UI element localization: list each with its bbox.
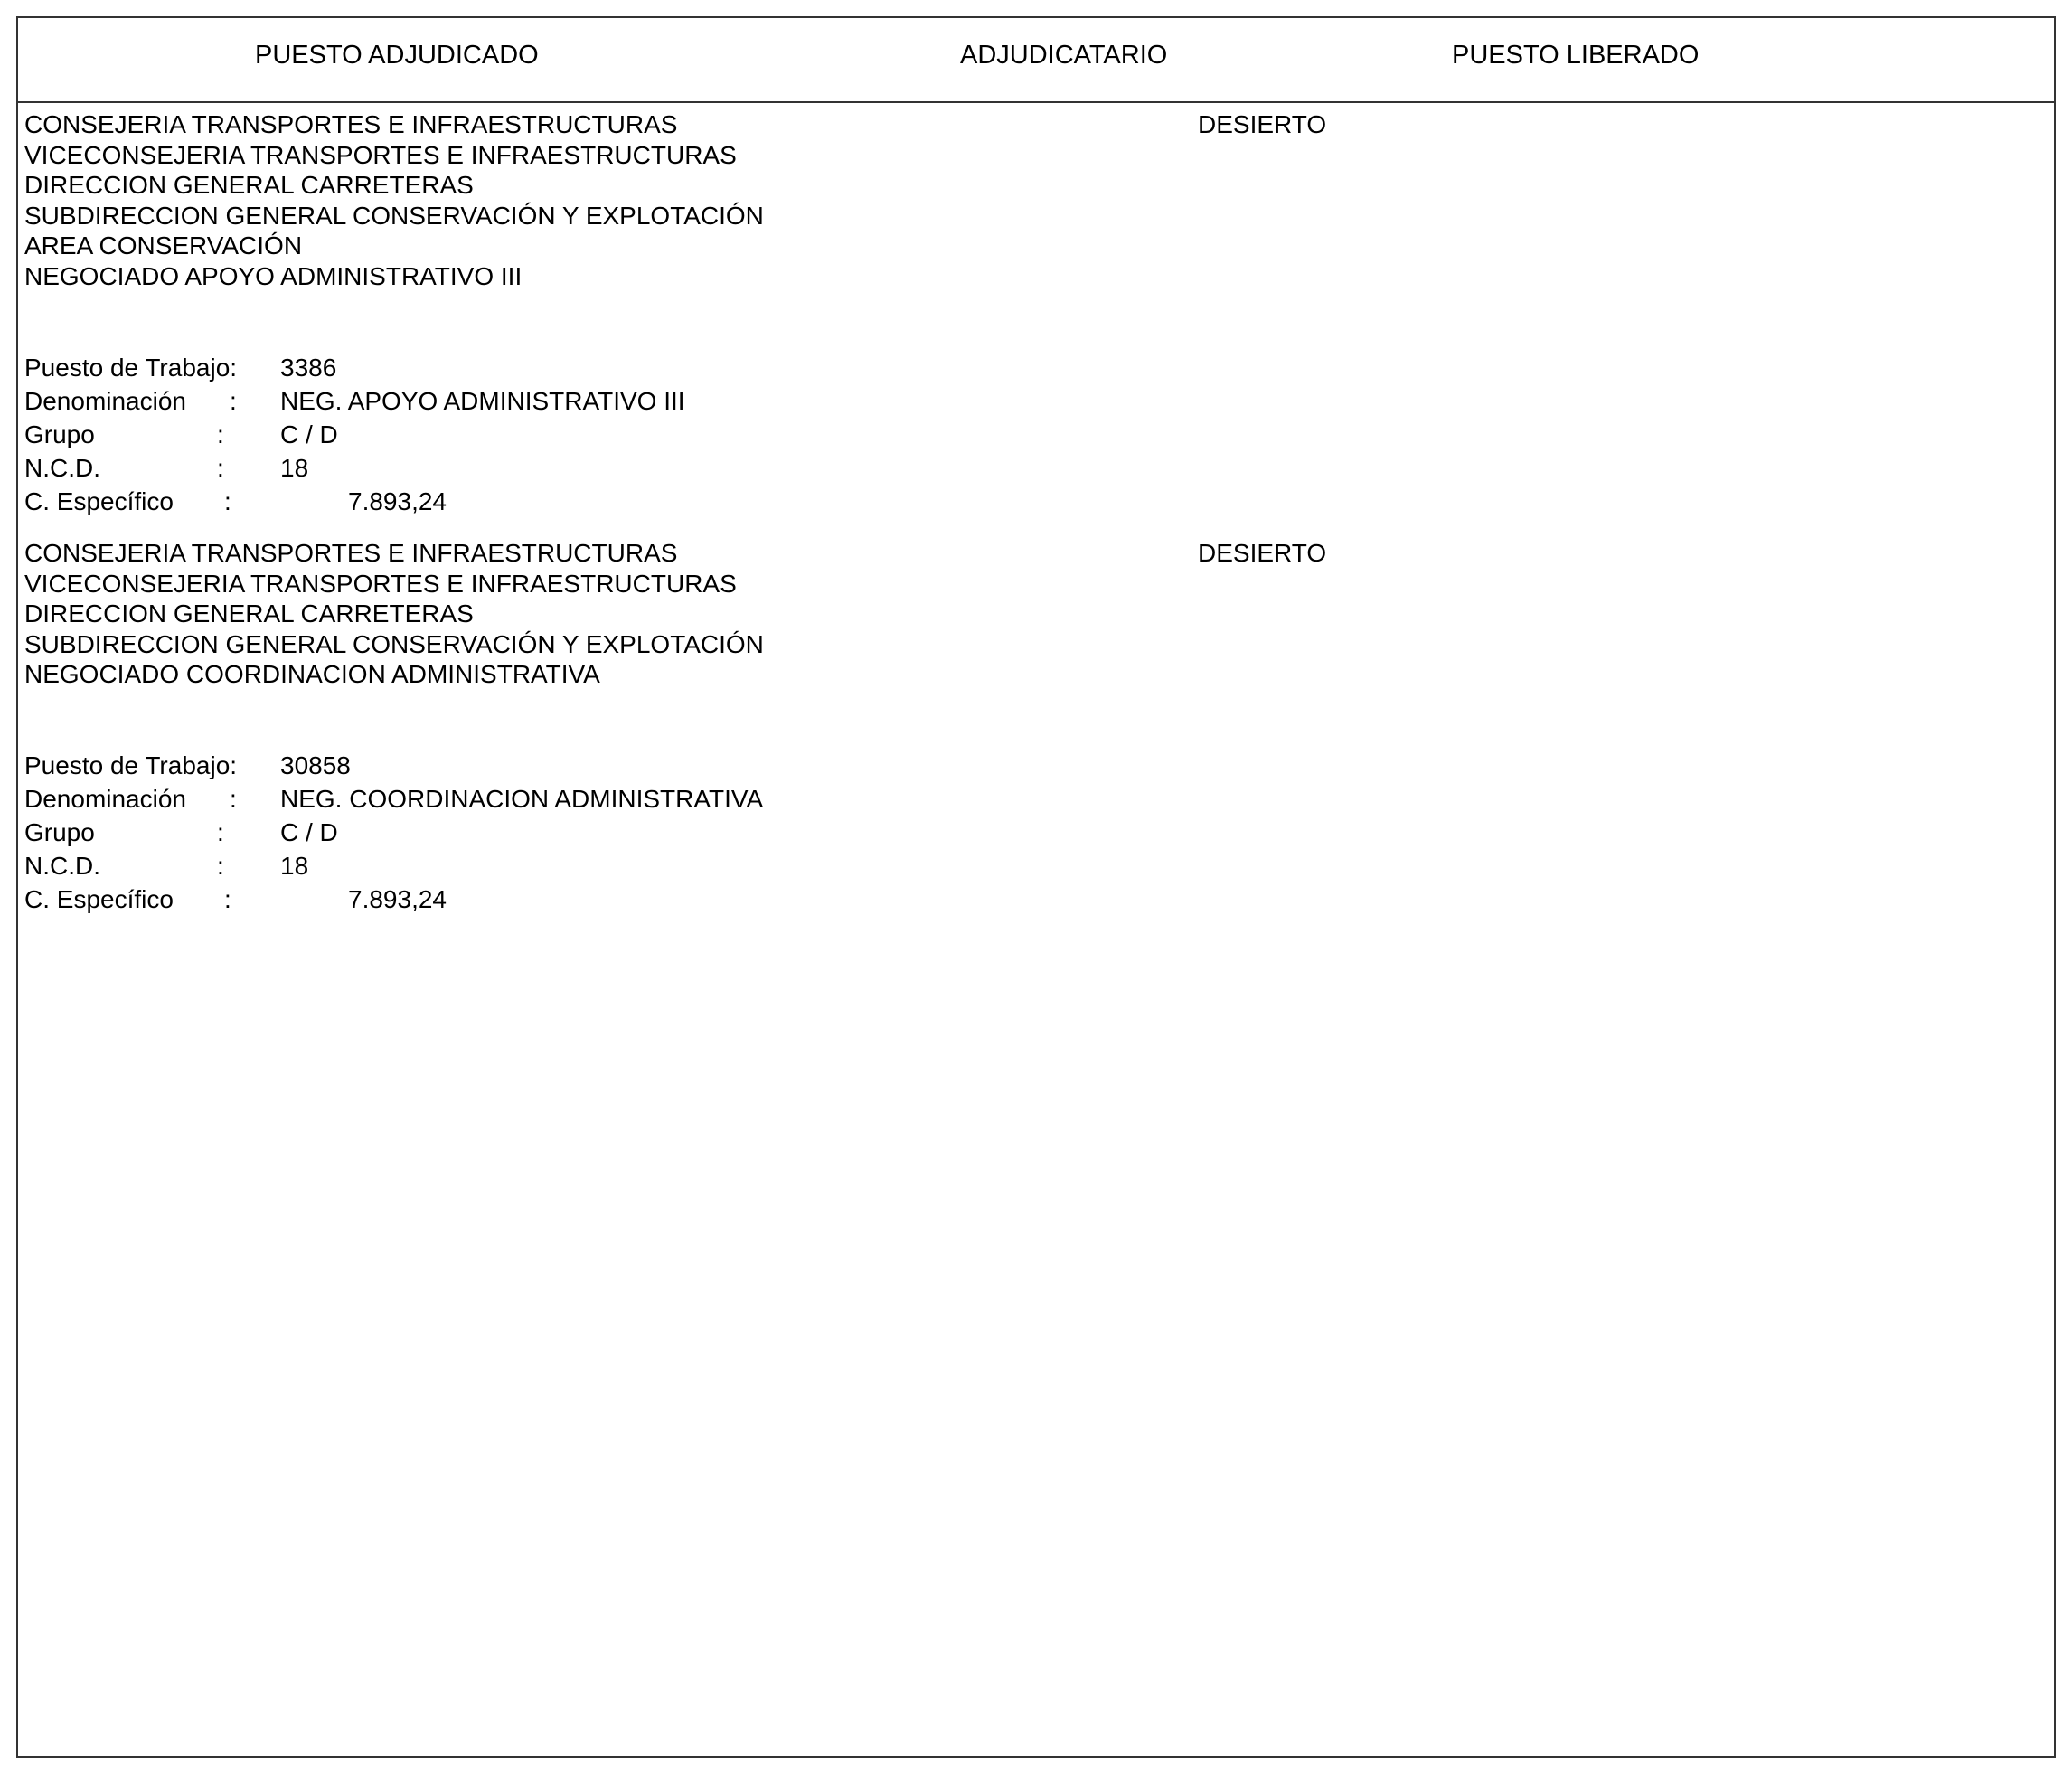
entry-2 — [24, 538, 2040, 913]
ncd-row — [24, 849, 928, 882]
denominacion-value: NEG. COORDINACION ADMINISTRATIVA — [280, 785, 764, 813]
denominacion-label: Denominación — [24, 387, 186, 415]
colon: : — [217, 454, 224, 482]
org-lines — [24, 538, 2040, 690]
org-line-negociado: NEGOCIADO COORDINACION ADMINISTRATIVA — [24, 660, 600, 688]
puesto-value: 30858 — [280, 751, 351, 779]
header-puesto-adjudicado: PUESTO ADJUDICADO — [255, 41, 539, 70]
puesto-label: Puesto de Trabajo: — [24, 751, 238, 779]
colon: : — [224, 885, 231, 913]
grupo-row — [24, 816, 928, 849]
puesto-row — [24, 749, 928, 782]
puesto-label: Puesto de Trabajo: — [24, 354, 238, 382]
org-line-viceconsejeria: VICECONSEJERIA TRANSPORTES E INFRAESTRUCTURAS — [24, 569, 737, 598]
ncd-value: 18 — [280, 852, 309, 880]
denominacion-label: Denominación — [24, 785, 186, 813]
puesto-value: 3386 — [280, 354, 337, 382]
org-line-direccion: DIRECCION GENERAL CARRETERAS — [24, 599, 474, 628]
ncd-row — [24, 451, 928, 485]
puesto-row — [24, 351, 928, 384]
especifico-label: C. Específico — [24, 487, 174, 515]
grupo-label: Grupo — [24, 420, 95, 448]
especifico-row — [24, 882, 928, 916]
grupo-row — [24, 418, 928, 451]
colon: : — [224, 487, 231, 515]
especifico-value: 7.893,24 — [348, 487, 447, 515]
colon: : — [217, 818, 224, 846]
org-line-consejeria: CONSEJERIA TRANSPORTES E INFRAESTRUCTURAS — [24, 110, 678, 138]
position-details — [24, 749, 928, 916]
especifico-value: 7.893,24 — [348, 885, 447, 913]
org-line-viceconsejeria: VICECONSEJERIA TRANSPORTES E INFRAESTRUCTURAS — [24, 140, 737, 169]
ncd-value: 18 — [280, 454, 309, 482]
position-details — [24, 351, 928, 518]
grupo-label: Grupo — [24, 818, 95, 846]
header-puesto-liberado: PUESTO LIBERADO — [1452, 41, 1700, 70]
org-line-negociado: NEGOCIADO APOYO ADMINISTRATIVO III — [24, 261, 523, 290]
org-line-direccion: DIRECCION GENERAL CARRETERAS — [24, 171, 474, 199]
colon: : — [217, 852, 224, 880]
colon: : — [230, 785, 237, 813]
especifico-label: C. Específico — [24, 885, 174, 913]
especifico-row — [24, 485, 928, 518]
grupo-value: C / D — [280, 420, 338, 448]
entry-1 — [24, 109, 2040, 515]
org-lines — [24, 109, 2040, 291]
header-divider — [18, 101, 2054, 103]
grupo-value: C / D — [280, 818, 338, 846]
denominacion-row — [24, 782, 928, 816]
org-line-area: AREA CONSERVACIÓN — [24, 231, 303, 260]
header-adjudicatario: ADJUDICATARIO — [960, 41, 1168, 70]
denominacion-value: NEG. APOYO ADMINISTRATIVO III — [280, 387, 685, 415]
org-line-consejeria: CONSEJERIA TRANSPORTES E INFRAESTRUCTURAS — [24, 539, 678, 567]
colon: : — [217, 420, 224, 448]
colon: : — [230, 387, 237, 415]
denominacion-row — [24, 384, 928, 418]
adjudicatario-status: DESIERTO — [1198, 539, 1327, 567]
ncd-label: N.C.D. — [24, 454, 100, 482]
ncd-label: N.C.D. — [24, 852, 100, 880]
org-line-subdireccion: SUBDIRECCION GENERAL CONSERVACIÓN Y EXPLOTACIÓN — [24, 201, 764, 230]
org-line-subdireccion: SUBDIRECCION GENERAL CONSERVACIÓN Y EXPLOTACIÓN — [24, 629, 764, 658]
adjudicatario-status: DESIERTO — [1198, 110, 1327, 138]
document-frame — [16, 16, 2056, 1758]
